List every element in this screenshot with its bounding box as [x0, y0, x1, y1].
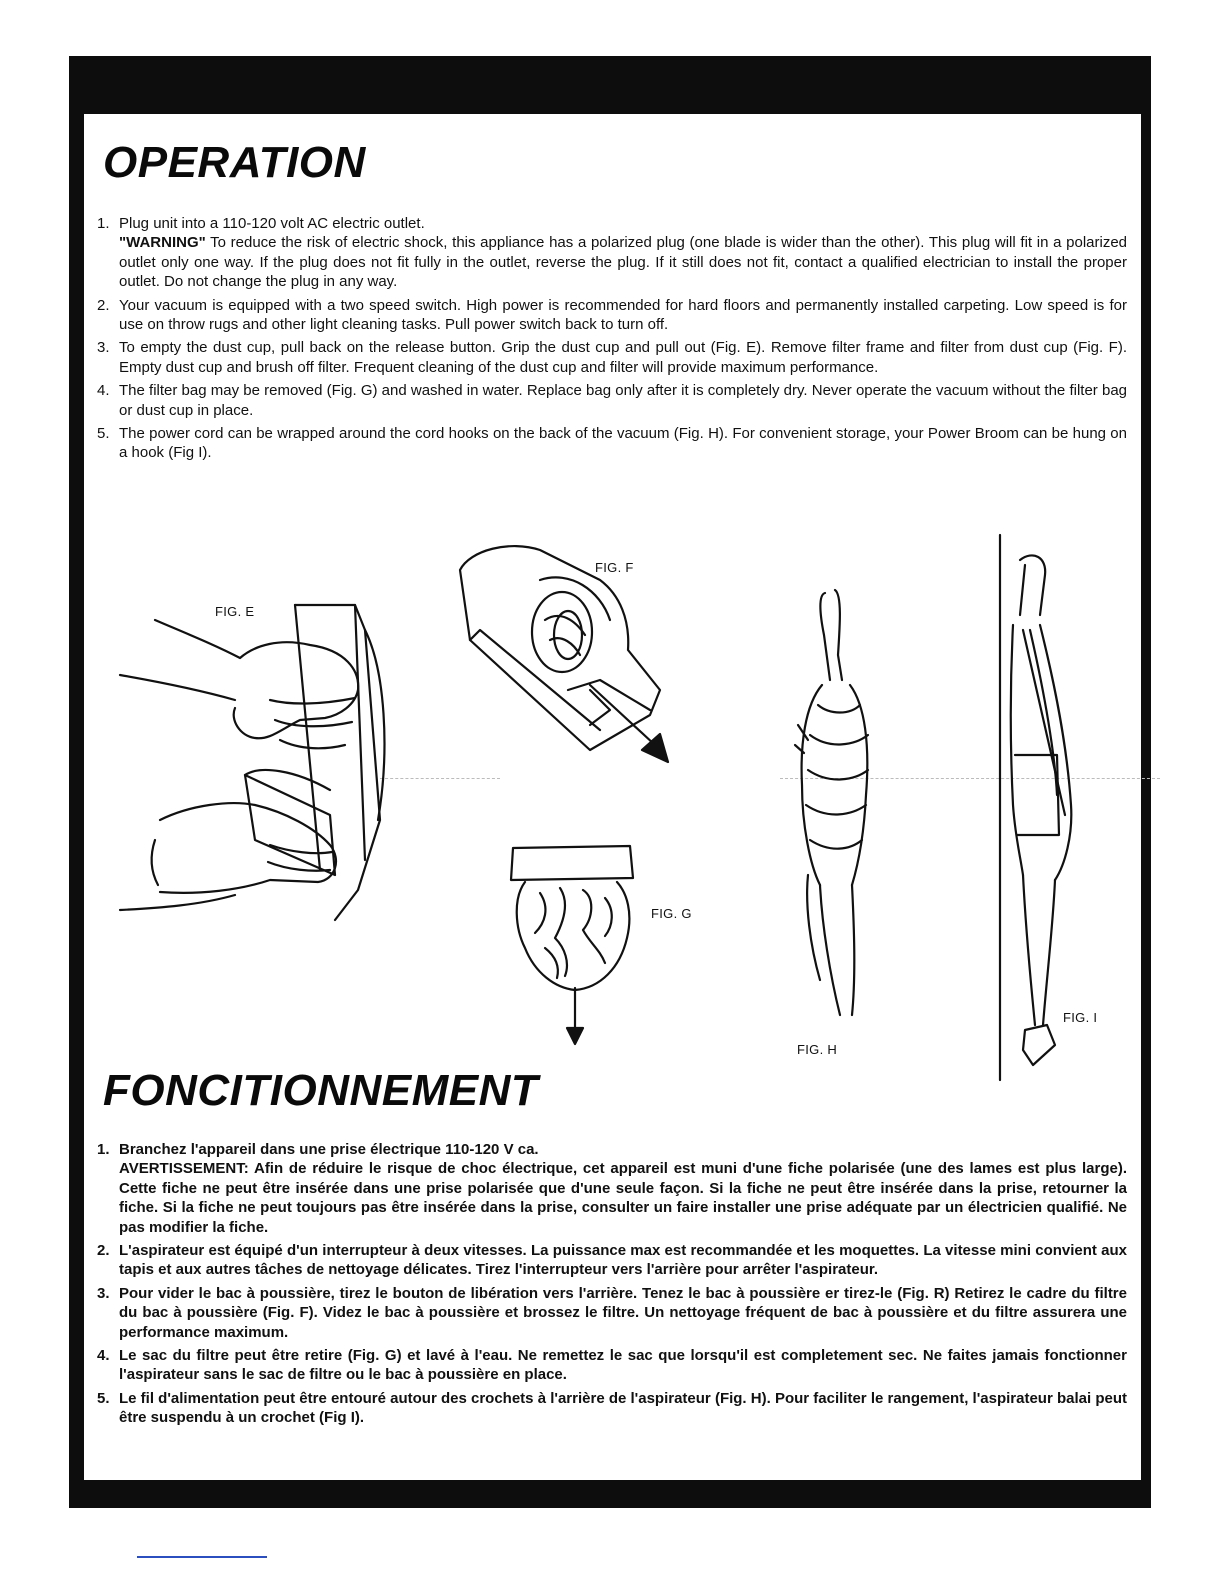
fig-f-illustration	[450, 540, 690, 780]
step-text: Branchez l'appareil dans une prise électrique 110-120 V ca.	[119, 1141, 539, 1158]
step-number: 5.	[97, 425, 110, 443]
fig-h-label: FIG. H	[797, 1042, 838, 1057]
page-mark-underline	[137, 1556, 267, 1558]
fig-g-label: FIG. G	[651, 906, 692, 921]
step-text: Pour vider le bac à poussière, tirez le bouton de libération vers l'arrière. Tenez le bac à poussière er tirez-le (Fig. R) Retirez le cadre du filtre du bac à poussière (Fig. F). Videz le bac à poussière et brossez le filtre. Un nettoyage fréquent de bac à poussière et du filtre assurera une performance maximum.	[119, 1284, 1127, 1341]
fig-h-illustration	[780, 585, 890, 1030]
operation-title: OPERATION	[103, 138, 366, 187]
step-text: The power cord can be wrapped around the cord hooks on the back of the vacuum (Fig. H). For convenient storage, your Power Broom can be hung on a hook (Fig I).	[119, 425, 1127, 462]
operation-step-4	[97, 381, 1127, 420]
fig-e-label: FIG. E	[215, 604, 255, 619]
step-text: Le fil d'alimentation peut être entouré autour des crochets à l'arrière de l'aspirateur (Fig. H). Pour faciliter le rangement, l'aspirateur balai peut être suspendu à un crochet (Fig I).	[119, 1389, 1127, 1427]
step-number: 1.	[97, 1141, 110, 1158]
step-number: 3.	[97, 339, 110, 357]
warning-text: Afin de réduire le risque de choc électrique, cet appareil est muni d'une fiche polarisée (une des lames est plus large). Cette fiche ne peut être insérée dans une prise polarisée que d'une seule façon. Si la fiche ne peut être insérée dans la prise, retourner la fiche. Si la fiche ne peut toujours pas être insérée dans la prise, consulter un faire installer une prise adéquate par un électricien qualifié. Ne pas modifier la fiche.	[119, 1160, 1127, 1236]
operation-step-1	[97, 214, 1127, 292]
warning-label: "WARNING"	[119, 234, 206, 252]
step-text: L'aspirateur est équipé d'un interrupteur à deux vitesses. La puissance max est recommandée et les moquettes. La vitesse mini convient aux tapis et aux autres tâches de nettoyage délicates. Tirez l'interrupteur vers l'arrière pour arrêter l'aspirateur.	[119, 1242, 1127, 1279]
step-number: 1.	[97, 215, 110, 232]
step-text: The filter bag may be removed (Fig. G) and washed in water. Replace bag only after it is completely dry. Never operate the vacuum without the filter bag or dust cup in place.	[119, 382, 1127, 419]
step-number: 2.	[97, 296, 110, 314]
fonctionnement-step-3	[97, 1284, 1127, 1342]
fonctionnement-step-1	[97, 1140, 1127, 1237]
fig-f-label: FIG. F	[595, 560, 634, 575]
operation-step-5	[97, 424, 1127, 463]
fig-i-illustration	[985, 535, 1098, 1085]
fonctionnement-steps	[97, 1140, 1127, 1432]
fig-g-illustration	[505, 838, 645, 1048]
fonctionnement-title: FONCITIONNEMENT	[103, 1066, 539, 1115]
step-text: Plug unit into a 110-120 volt AC electric outlet.	[119, 215, 425, 232]
fig-i-label: FIG. I	[1063, 1010, 1098, 1025]
step-text: Your vacuum is equipped with a two speed switch. High power is recommended for hard floors and permanently installed carpeting. Low speed is for use on throw rugs and other light cleaning tasks. Pull power switch back to turn off.	[119, 296, 1127, 334]
operation-steps	[97, 214, 1127, 467]
step-text: To empty the dust cup, pull back on the release button. Grip the dust cup and pull out (Fig. E). Remove filter frame and filter from dust cup (Fig. F). Empty dust cup and brush off filter. Frequent cleaning of the dust cup and filter will provide maximum performance.	[119, 339, 1127, 376]
step-number: 4.	[97, 1347, 110, 1365]
operation-step-3	[97, 338, 1127, 377]
step-number: 2.	[97, 1242, 110, 1260]
fonctionnement-step-4	[97, 1346, 1127, 1385]
step-number: 3.	[97, 1284, 110, 1302]
step-text: Le sac du filtre peut être retire (Fig. G) et lavé à l'eau. Ne remettez le sac que lorsqu'il est completement sec. Ne faites jamais fonctionner l'aspirateur sans le sac de filtre ou le bac à poussière en place.	[119, 1347, 1127, 1384]
warning-label: AVERTISSEMENT:	[119, 1160, 249, 1178]
operation-step-2	[97, 296, 1127, 335]
fig-e-illustration	[120, 590, 400, 930]
step-number: 5.	[97, 1389, 110, 1407]
warning-text: To reduce the risk of electric shock, this appliance has a polarized plug (one blade is wider than the other). This plug will fit in a polarized outlet only one way. If the plug does not fit fully in the outlet, reverse the plug. If it still does not fit, contact a qualified electrician to install the proper outlet. Do not change the plug in any way.	[119, 234, 1128, 291]
fonctionnement-step-2	[97, 1241, 1127, 1280]
fonctionnement-step-5	[97, 1389, 1127, 1428]
step-number: 4.	[97, 382, 110, 400]
